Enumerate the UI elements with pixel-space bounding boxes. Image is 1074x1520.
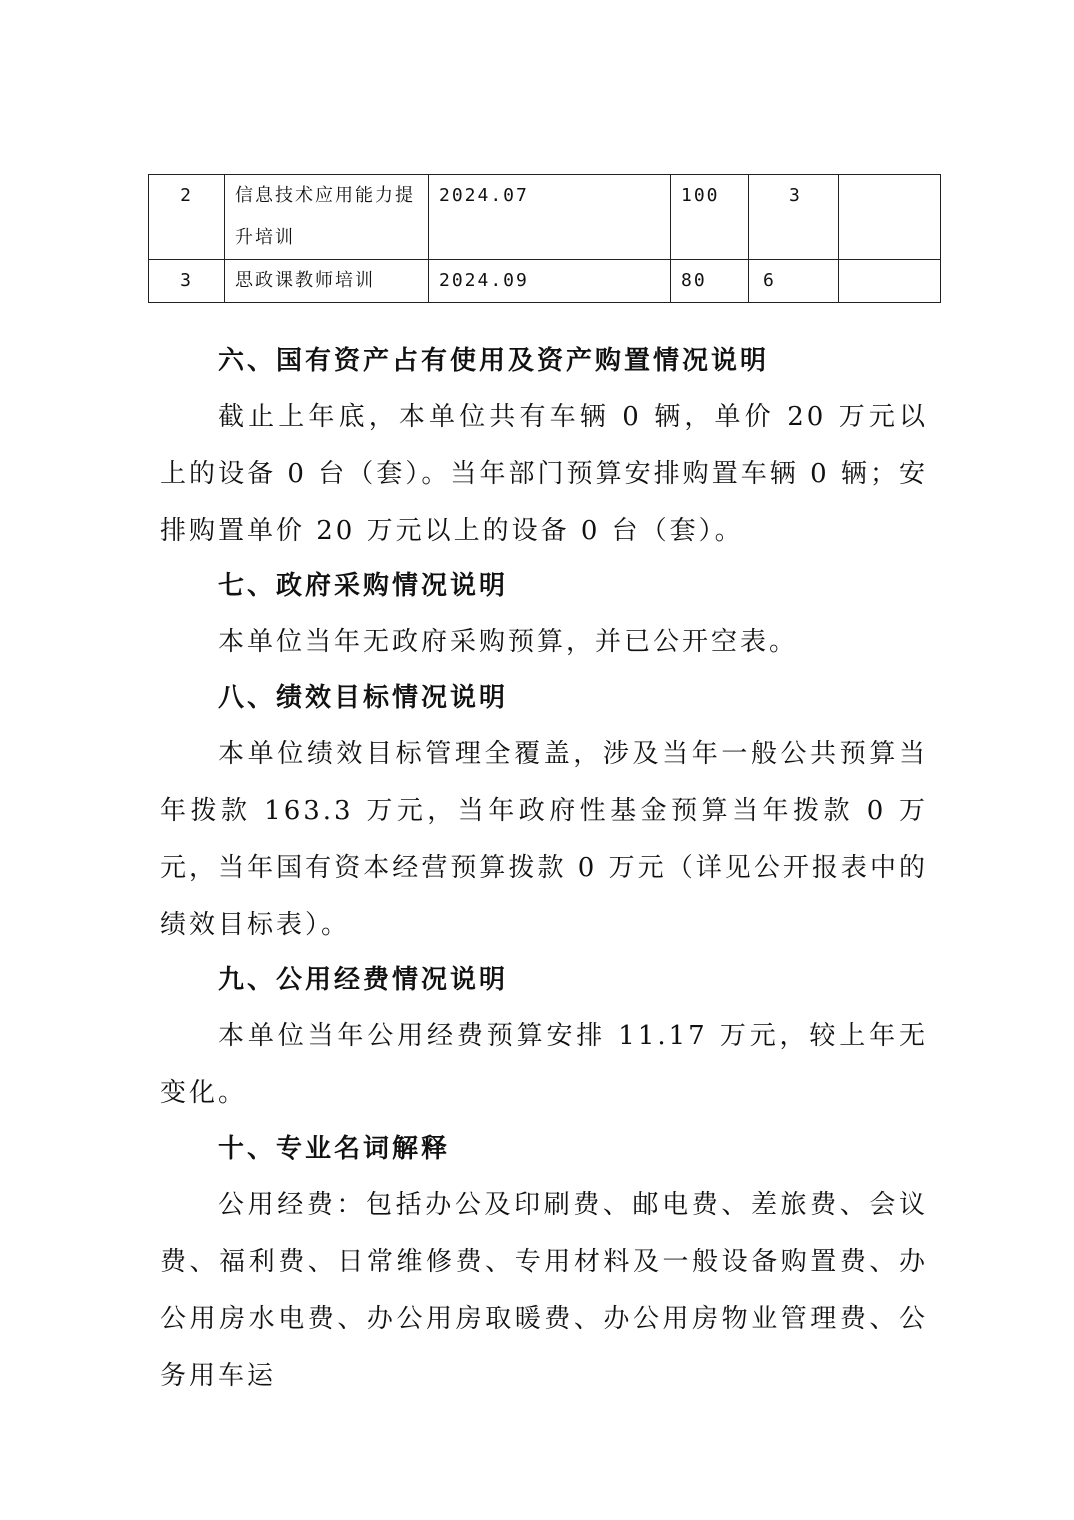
training-date: 2024.07 (429, 175, 671, 260)
training-name: 思政课教师培训 (225, 260, 429, 303)
section-heading-assets: 六、国有资产占有使用及资产购置情况说明 (218, 346, 770, 376)
training-hours: 80 (671, 260, 749, 303)
training-date: 2024.09 (429, 260, 671, 303)
paragraph-performance: 本单位绩效目标管理全覆盖，涉及当年一般公共预算当年拨款 163.3 万元，当年政府性基金预算当年拨款 0 万元，当年国有资本经营预算拨款 0 万元（详见公开报表中的绩效目标表）。 (160, 739, 928, 940)
row-number: 3 (149, 260, 225, 303)
paragraph-glossary: 公用经费：包括办公及印刷费、邮电费、差旅费、会议费、福利费、日常维修费、专用材料及一般设备购置费、办公用房水电费、办公用房取暖费、办公用房物业管理费、公务用车运 (160, 1190, 928, 1391)
section-heading-public-funds: 九、公用经费情况说明 (218, 965, 509, 995)
training-count: 6 (749, 260, 839, 303)
table-row (149, 175, 941, 260)
table-row (149, 260, 941, 303)
paragraph-procurement: 本单位当年无政府采购预算，并已公开空表。 (218, 627, 799, 657)
section-heading-procurement: 七、政府采购情况说明 (218, 571, 509, 601)
paragraph-public-funds: 本单位当年公用经费预算安排 11.17 万元，较上年无变化。 (160, 1021, 928, 1108)
training-name: 信息技术应用能力提升培训 (225, 175, 429, 260)
section-heading-glossary: 十、专业名词解释 (218, 1134, 451, 1164)
training-table (148, 174, 941, 303)
section-heading-performance: 八、绩效目标情况说明 (218, 683, 509, 713)
training-hours: 100 (671, 175, 749, 260)
training-note (839, 175, 941, 260)
row-number: 2 (149, 175, 225, 260)
paragraph-assets: 截止上年底，本单位共有车辆 0 辆，单价 20 万元以上的设备 0 台（套）。当年部门预算安排购置车辆 0 辆；安排购置单价 20 万元以上的设备 0 台（套）。 (160, 402, 928, 546)
training-note (839, 260, 941, 303)
training-count: 3 (749, 175, 839, 260)
